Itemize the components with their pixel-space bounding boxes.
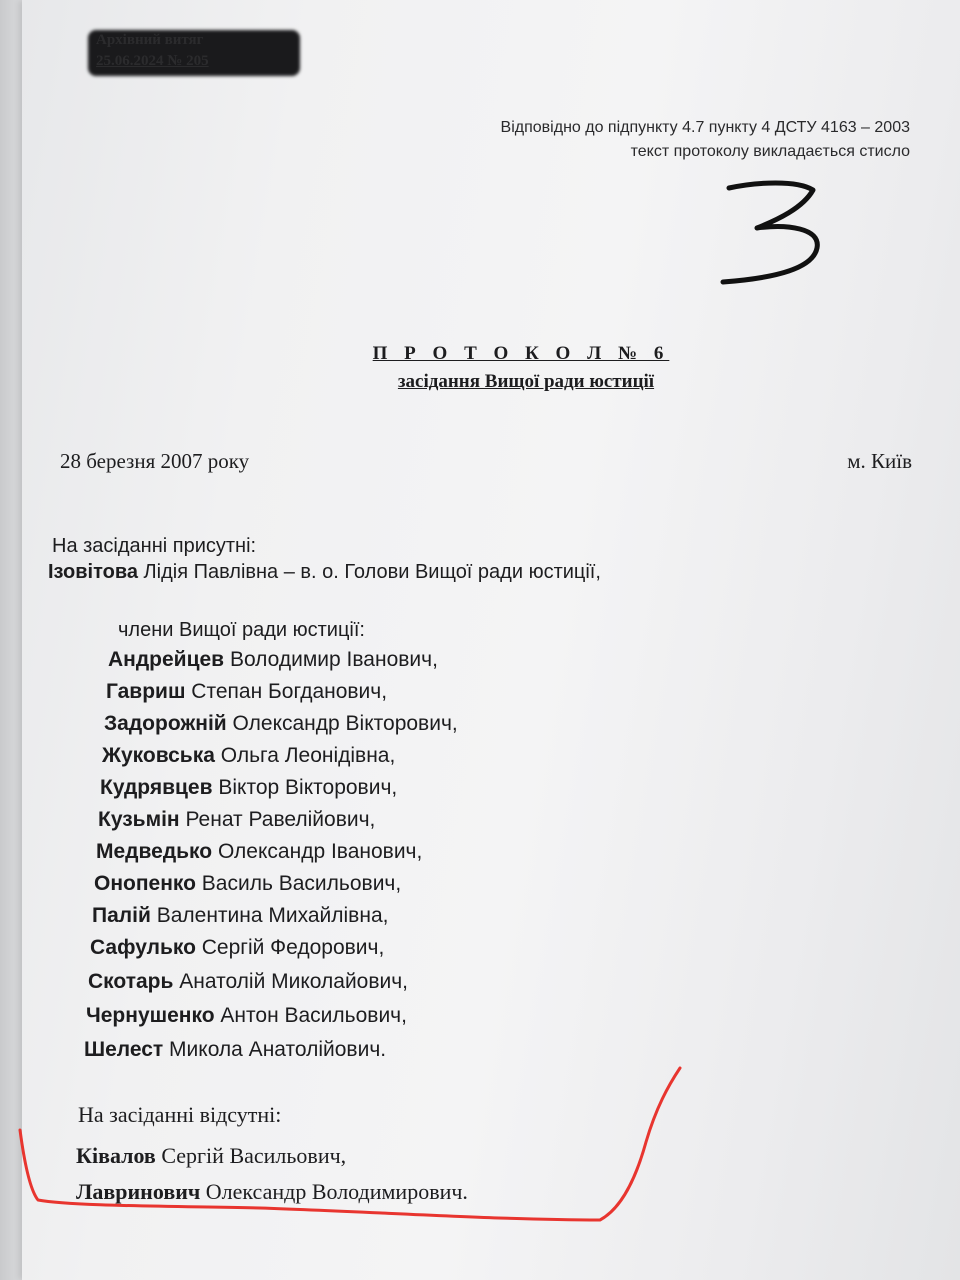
protocol-subtitle: засідання Вищої ради юстиції: [397, 371, 655, 392]
chair-name: Лідія Павлівна: [137, 561, 279, 583]
member-line: [90, 936, 384, 960]
handwritten-3-icon: [717, 178, 827, 290]
protocol-note: [501, 116, 910, 164]
member-line: [92, 904, 388, 928]
document-page: [22, 0, 960, 1280]
note-line-2: текст протоколу викладається стисло: [630, 143, 910, 160]
member-name: Антон Васильович,: [214, 1004, 407, 1027]
member-name: Віктор Вікторович,: [212, 776, 398, 799]
member-surname: Жуковська: [102, 744, 215, 767]
member-surname: Онопенко: [94, 872, 196, 895]
member-name: Сергій Федорович,: [195, 936, 385, 959]
member-surname: Кузьмін: [98, 808, 180, 831]
member-surname: Чернушенко: [86, 1004, 215, 1027]
member-name: Степан Богданович,: [185, 680, 388, 703]
chair-role: – в. о. Голови Вищої ради юстиції,: [278, 561, 601, 583]
member-line: [96, 840, 422, 864]
member-surname: Андрейцев: [108, 648, 225, 671]
absent-line: [76, 1179, 468, 1205]
member-surname: Задорожній: [104, 712, 227, 735]
absent-label: На засіданні відсутні:: [78, 1102, 282, 1127]
absent-name: Сергій Васильович,: [155, 1143, 347, 1168]
meeting-city: м. Київ: [847, 449, 912, 473]
present-label: На засіданні присутні:: [52, 535, 257, 557]
member-line: [88, 970, 408, 994]
member-surname: Медведько: [96, 840, 213, 863]
absent-line: [76, 1143, 346, 1169]
member-line: [106, 680, 387, 704]
stamp-line-1: Архівний витяг: [96, 32, 204, 48]
stamp-text: [96, 30, 286, 72]
member-name: Володимир Іванович,: [224, 648, 438, 671]
member-name: Ольга Леонідівна,: [214, 744, 396, 767]
member-line: [108, 648, 438, 672]
absent-surname: Лавринович: [76, 1179, 201, 1204]
member-line: [84, 1038, 386, 1062]
chair-line: [48, 561, 601, 584]
absent-surname: Ківалов: [76, 1143, 156, 1168]
chair-surname: Ізовітова: [48, 561, 138, 583]
member-surname: Палій: [92, 904, 151, 927]
member-line: [102, 744, 395, 768]
member-surname: Шелест: [84, 1038, 164, 1061]
member-line: [100, 776, 397, 800]
meeting-date: 28 березня 2007 року: [60, 449, 250, 473]
member-name: Ренат Равелійович,: [179, 808, 376, 831]
member-name: Анатолій Миколайович,: [173, 970, 409, 993]
member-line: [94, 872, 401, 896]
member-surname: Скотарь: [88, 970, 174, 993]
stamp-line-2: 25.06.2024 № 205: [96, 53, 209, 69]
note-line-1: Відповідно до підпункту 4.7 пункту 4 ДСТУ 4163 – 2003: [500, 119, 910, 136]
member-name: Валентина Михайлівна,: [150, 904, 389, 927]
member-surname: Сафулько: [90, 936, 196, 959]
member-name: Олександр Вікторович,: [226, 712, 458, 735]
member-surname: Гавриш: [106, 680, 186, 703]
member-name: Василь Васильович,: [195, 872, 402, 895]
member-surname: Кудрявцев: [100, 776, 213, 799]
member-name: Олександр Іванович,: [212, 840, 423, 863]
members-label: члени Вищої ради юстиції:: [118, 619, 365, 641]
absent-name: Олександр Володимирович.: [200, 1179, 468, 1204]
member-line: [86, 1004, 407, 1028]
protocol-title: П Р О Т О К О Л № 6: [372, 343, 670, 364]
member-line: [98, 808, 375, 832]
member-line: [104, 712, 458, 736]
member-name: Микола Анатолійович.: [163, 1038, 387, 1061]
